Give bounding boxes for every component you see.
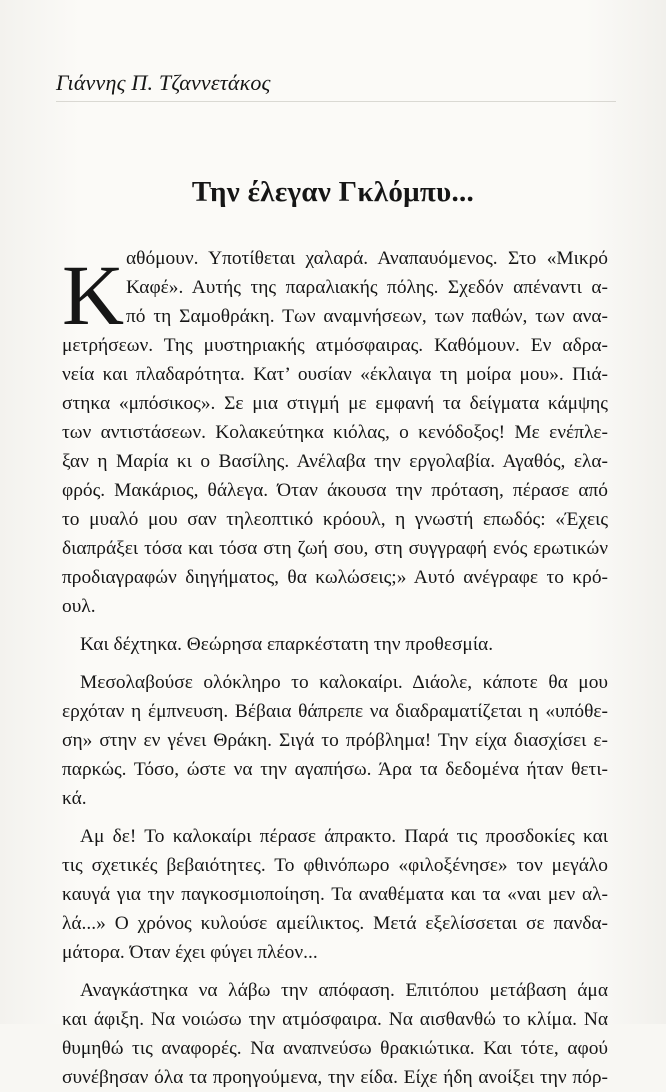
text-line: στηκα «μπόσικος». Σε μια στιγμή με εμφανή τα δείγματα κάμψης bbox=[62, 393, 608, 414]
paragraph-3 bbox=[62, 668, 608, 813]
text-line: και άφιξη. Να νοιώσω την ατμόσφαιρα. Να αισθανθώ το κλίμα. Να bbox=[62, 1009, 608, 1030]
text-line: λά...» Ο χρόνος κυλούσε αμείλικτος. Μετά εξελίσσεται σε πανδα- bbox=[62, 913, 608, 934]
text-line: συνέβησαν όλα τα προηγούμενα, την είδα. Είχε ήδη ανοίξει την πόρ- bbox=[62, 1067, 608, 1088]
text-line: Αμ δε! Το καλοκαίρι πέρασε άπρακτο. Παρά τις προσδοκίες και bbox=[80, 826, 608, 847]
text-line: ερχόταν η έμπνευση. Βέβαια θάπρεπε να διαδραματίζεται η «υπόθε- bbox=[62, 701, 608, 722]
paragraph-gap bbox=[62, 621, 608, 630]
paragraph-gap bbox=[62, 813, 608, 822]
text-line: παρκώς. Τόσο, ώστε να την αγαπήσω. Άρα τα δεδομένα ήταν θετι- bbox=[62, 759, 608, 780]
text-line: καυγά για την παγκοσμιοποίηση. Τα αναθέματα και τα «ναι μεν αλ- bbox=[62, 884, 608, 905]
running-header-author: Γιάννης Π. Τζαννετάκος bbox=[56, 70, 271, 95]
text-line: διαπράξει τόσα και τόσα στη ζωή σου, στη συγγραφή ενός ερωτικών bbox=[62, 538, 608, 559]
paragraph-4 bbox=[62, 822, 608, 967]
text-line: πό τη Σαμοθράκη. Των αναμνήσεων, των παθών, των ανα- bbox=[126, 306, 608, 327]
drop-cap: Κ bbox=[62, 247, 125, 343]
body-text bbox=[62, 244, 608, 1092]
text-line: ση» στην εν γένει Θράκη. Σιγά το πρόβλημα! Την είχα διασχίσει ε- bbox=[62, 730, 608, 751]
paragraph-1 bbox=[62, 244, 608, 621]
text-line: φρός. Μακάριος, θάλεγα. Όταν άκουσα την πρόταση, πέρασε από bbox=[62, 480, 608, 501]
text-line: προδιαγραφών διηγήματος, θα κωλώσεις;» Αυτό ανέγραφε το κρό- bbox=[62, 567, 608, 588]
text-line: αθόμουν. Υποτίθεται χαλαρά. Αναπαυόμενος. Στο «Μικρό bbox=[126, 248, 608, 269]
text-line: μετρήσεων. Της μυστηριακής ατμόσφαιρας. Καθόμουν. Εν αδρα- bbox=[62, 335, 608, 356]
text-line: νεία και πλαδαρότητα. Κατ’ ουσίαν «έκλαιγα τη μοίρα μου». Πιά- bbox=[62, 364, 608, 385]
chapter-title: Την έλεγαν Γκλόμπυ... bbox=[191, 176, 475, 208]
paragraph-gap bbox=[62, 967, 608, 976]
text-line: Καφέ». Αυτής της παραλιακής πόλης. Σχεδόν απέναντι α- bbox=[126, 277, 608, 298]
text-line: Μεσολαβούσε ολόκληρο το καλοκαίρι. Διάολε, κάποτε θα μου bbox=[80, 672, 608, 693]
paragraph-2 bbox=[62, 630, 608, 659]
text-line: θυμηθώ τις αναφορές. Να αναπνεύσω θρακιώτικα. Και τότε, αφού bbox=[62, 1038, 608, 1059]
text-line: ξαν η Μαρία κι ο Βασίλης. Ανέλαβα την εργολαβία. Αγαθός, ελα- bbox=[62, 451, 608, 472]
text-line: κά. bbox=[62, 788, 87, 809]
text-line: το μυαλό μου σαν τηλεοπτικό κρόουλ, η γνωστή επωδός: «Έχεις bbox=[62, 509, 608, 530]
text-line: Και δέχτηκα. Θεώρησα επαρκέστατη την προθεσμία. bbox=[80, 634, 494, 655]
paragraph-gap bbox=[62, 659, 608, 668]
text-line: τις σχετικές βεβαιότητες. Το φθινόπωρο «φιλοξένησε» τον μεγάλο bbox=[62, 855, 608, 876]
text-line: μάτορα. Όταν έχει φύγει πλέον... bbox=[62, 942, 318, 963]
paragraph-5 bbox=[62, 976, 608, 1092]
text-line: ουλ. bbox=[62, 596, 96, 617]
header-divider bbox=[56, 101, 616, 102]
text-line: Αναγκάστηκα να λάβω την απόφαση. Επιτόπου μετάβαση άμα bbox=[80, 980, 608, 1001]
text-line: των αντιστάσεων. Κολακεύτηκα κιόλας, ο κενόδοξος! Με ενέπλε- bbox=[62, 422, 608, 443]
